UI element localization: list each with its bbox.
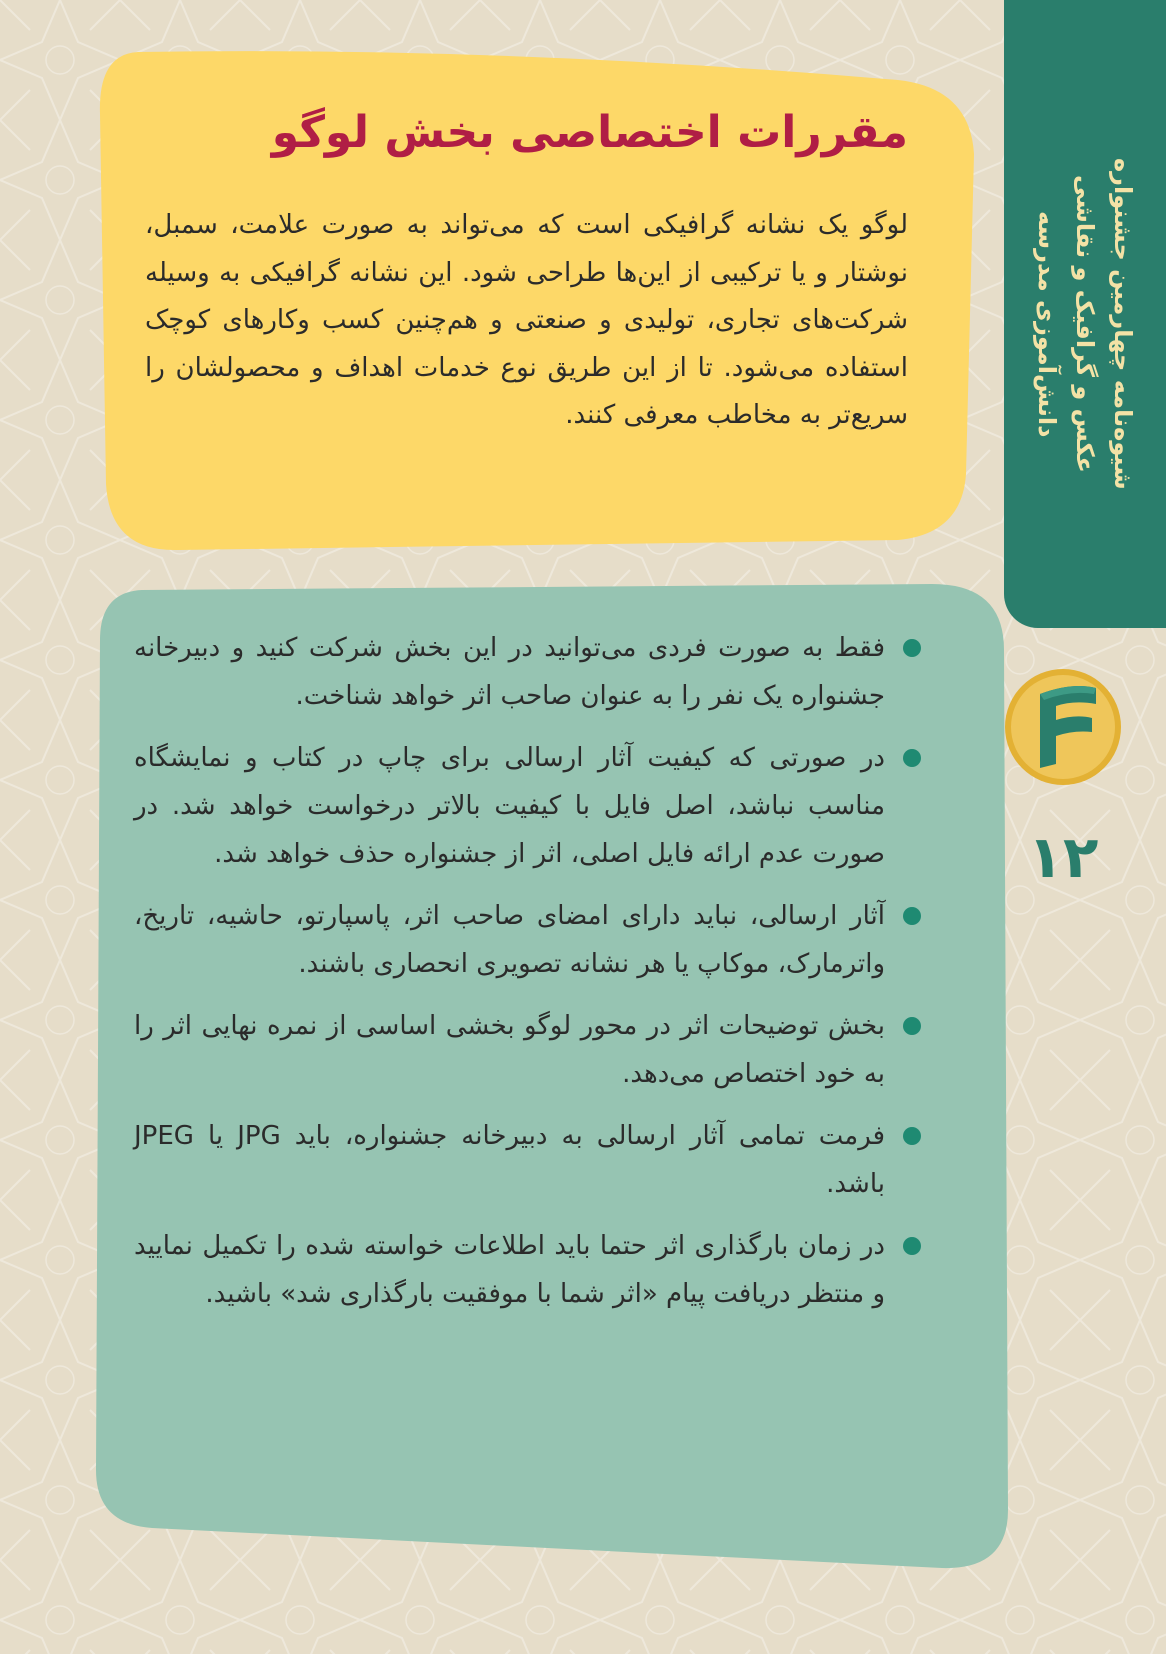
- list-item: [134, 624, 929, 720]
- bullet-dot-icon: [903, 1127, 921, 1145]
- booklet-title-line-3: دانش‌آموزی مدرسه: [1033, 210, 1061, 438]
- bullet-dot-icon: [903, 639, 921, 657]
- list-item: [134, 892, 929, 988]
- bullet-dot-icon: [903, 907, 921, 925]
- rule-text: در صورتی که کیفیت آثار ارسالی برای چاپ در کتاب و نمایشگاه مناسب نباشد، اصل فایل با کیفیت بالاتر درخواست خواهد شد. در صورت عدم ارائه فایل اصلی، اثر از جشنواره حذف خواهد شد.: [134, 743, 885, 869]
- rules-list: [134, 624, 929, 1332]
- list-item: [134, 1112, 929, 1208]
- booklet-title-line-2: عکس و گرافیک و نقاشی: [1071, 175, 1099, 473]
- intro-section: [145, 98, 908, 440]
- festival-logo-icon: [1000, 664, 1126, 790]
- section-title: مقررات اختصاصی بخش لوگو: [271, 107, 908, 158]
- rule-text: آثار ارسالی، نباید دارای امضای صاحب اثر، پاسپارتو، حاشیه، تاریخ، واترمارک، موکاپ یا هر نشانه تصویری انحصاری باشند.: [134, 901, 885, 979]
- side-band: [1004, 0, 1166, 628]
- rule-text: فقط به صورت فردی می‌توانید در این بخش شرکت کنید و دبیرخانه جشنواره یک نفر را به عنوان صاحب اثر خواهد شناخت.: [134, 633, 885, 711]
- list-item: [134, 734, 929, 878]
- bullet-dot-icon: [903, 1237, 921, 1255]
- booklet-title-line-1: شیوه‌نامه چهارمین جشنواره: [1109, 158, 1137, 490]
- rule-text: فرمت تمامی آثار ارسالی به دبیرخانه جشنواره، باید JPG یا JPEG باشد.: [134, 1121, 886, 1199]
- bullet-dot-icon: [903, 749, 921, 767]
- rule-text: بخش توضیحات اثر در محور لوگو بخشی اساسی از نمره نهایی اثر را به خود اختصاص می‌دهد.: [134, 1011, 885, 1089]
- booklet-title: [1004, 24, 1166, 624]
- bullet-dot-icon: [903, 1017, 921, 1035]
- list-item: [134, 1002, 929, 1098]
- intro-paragraph: لوگو یک نشانه گرافیکی است که می‌تواند به صورت علامت، سمبل، نوشتار و یا ترکیبی از این‌ها طراحی شود. این نشانه گرافیکی به وسیله شرکت‌های تجاری، تولیدی و صنعتی و هم‌چنین کسب وکارهای کوچک استفاده می‌شود. تا از این طریق نوع خدمات اهداف و محصولشان را سریع‌تر به مخاطب معرفی کنند.: [145, 210, 908, 430]
- list-item: [134, 1222, 929, 1318]
- page-number: ۱۲: [1027, 823, 1099, 891]
- rule-text: در زمان بارگذاری اثر حتما باید اطلاعات خواسته شده را تکمیل نمایید و منتظر دریافت پیام «اثر شما با موفقیت بارگذاری شد» باشید.: [134, 1231, 885, 1309]
